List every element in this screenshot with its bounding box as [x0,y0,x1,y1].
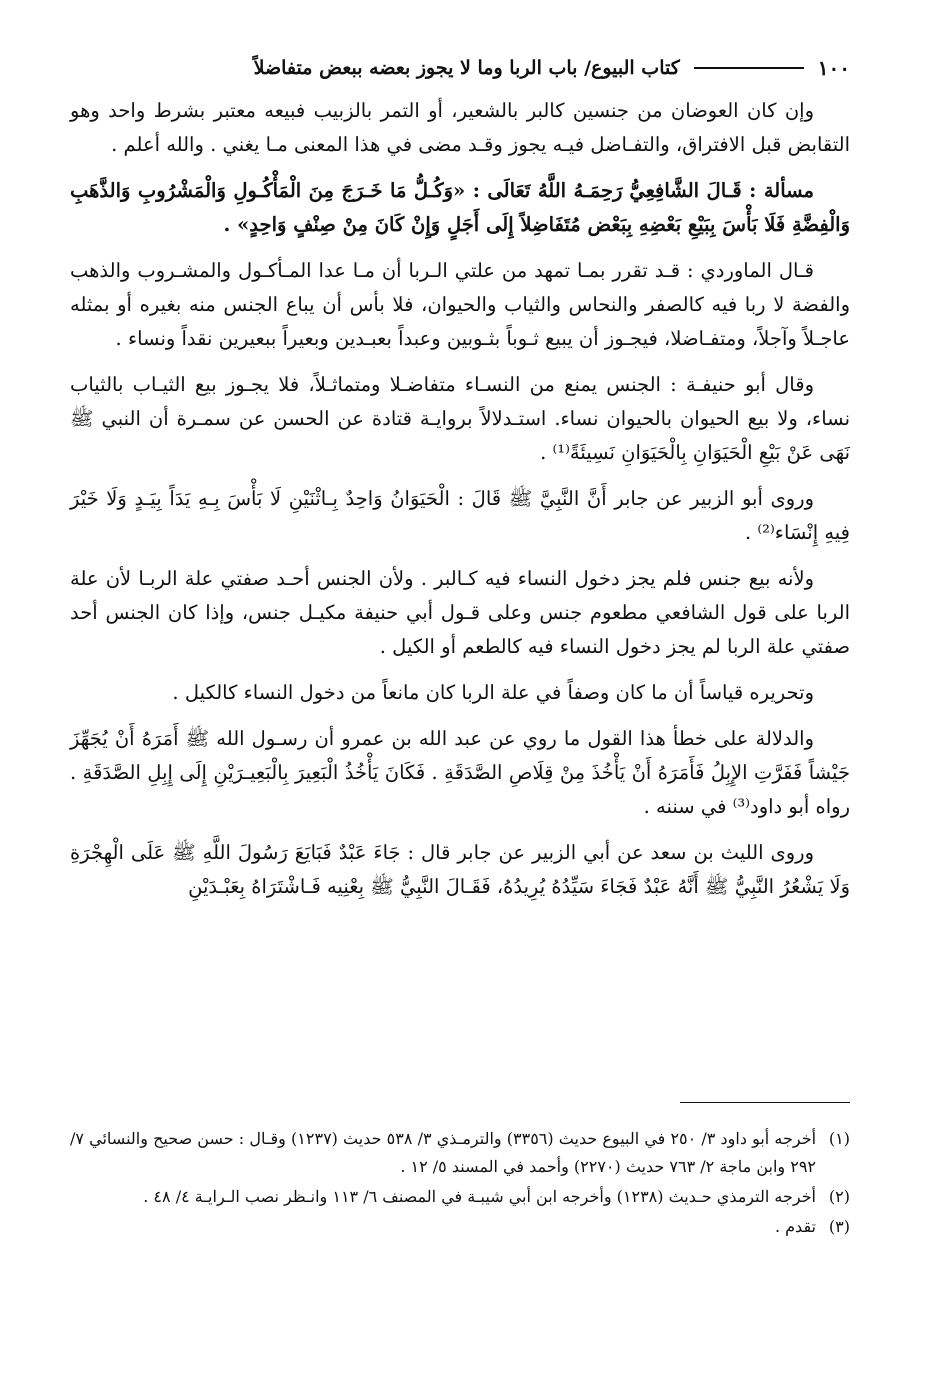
paragraph-text: وإن كان العوضان من جنسين كالبر بالشعير، أو التمر بالزبيب فبيعه معتبر بشرط واحد وهو التقابض قبل الافتراق، والتفـاضل فيـه يجوز وقـد مضى في هذا المعنى مـا يغني . والله أعلم . [70,99,850,156]
paragraph-text: وروى أبو الزبير عن جابر أَنَّ النَّبِيَّ ﷺ قَالَ : الْحَيَوَانُ وَاحِدٌ بِـاثْنَيْنِ لَا بَأْسَ بِـهِ يَدَاً بِيَـدٍ وَلَا خَيْرَ فِيهِ إِنْسَاء⁽²⁾ . [70,487,850,544]
footnote-text: أخرجه الترمذي حـديث (١٢٣٨) وأخرجه ابن أبي شيبـة في المصنف ٦/ ١١٣ وانـظر نصب الـرايـة ٤/ ٤٨ . [143,1187,816,1206]
page [70,48,850,916]
running-head [70,48,850,88]
running-title: كتاب البيوع/ باب الربا وما لا يجوز بعضه ببعض متفاضلاً [253,57,680,79]
paragraph [70,482,850,550]
masala-text: رَحِمَـهُ اللَّهُ تَعَالَى : «وَكُـلُّ مَا خَـرَجَ مِنَ الْمَأْكُـولِ وَالْمَشْرُوبِ وَالذَّهَبِ وَالْفِضَّةِ فَلَا بَأْسَ بِبَيْعِ بَعْضِهِ بِبَعْض مُتَفَاضِلاً إِلَى أَجَلٍ وَإِنْ كَانَ مِنْ صِنْفٍ وَاحِدٍ» . [70,179,850,236]
paragraph-text: وروى الليث بن سعد عن أبي الزبير عن جابر قال : جَاءَ عَبْدٌ فَبَايَعَ رَسُولَ اللَّهِ ﷺ عَلَى الْهِجْرَةِ وَلَا يَشْعُرُ النَّبِيُّ ﷺ أَنَّهُ عَبْدٌ فَجَاءَ سَيِّدُهُ يُرِيدُهُ، فَقَـالَ النَّبِيُّ ﷺ بِعْنِيه فَـاشْتَرَاهُ بِعَبْـدَيْنِ [70,841,850,898]
footnote [70,1125,850,1181]
paragraph [70,676,850,710]
paragraph-text: والدلالة على خطأ هذا القول ما روي عن عبد الله بن عمرو أن رسـول الله ﷺ أَمَرَهُ أَنْ يُجَهِّزَ جَيْشاً فَفَرَّتِ الإِبِلُ فَأَمَرَهُ أَنْ يَأْخُذَ مِنْ قِلَاصِ الصَّدَقَةِ . فَكَانَ يَأْخُذُ الْبَعِيرَ بِالْبَعِيـرَيْنِ إِلَى إِبِلِ الصَّدَقَةِ . رواه أبو داود⁽³⁾ في سننه . [70,727,850,818]
footnote-text: أخرجه أبو داود ٣/ ٢٥٠ في البيوع حديث (٣٣٥٦) والترمـذي ٣/ ٥٣٨ حديث (١٢٣٧) وقـال : حسن صحيح والنسائي ٧/ ٢٩٢ وابن ماجة ٢/ ٧٦٣ حديث (٢٢٧٠) وأحمد في المسند ٥/ ١٢ . [70,1129,817,1176]
footnotes [70,1102,850,1243]
paragraph-text: ولأنه بيع جنس فلم يجز دخول النساء فيه كـالبر . ولأن الجنس أحـد صفتي علة الربـا لأن علة الربا على قول الشافعي مطعوم جنس وعلى قـول أبي حنيفة مكيـل جنس، وإذا كان الجنس أحد صفتي علة الربا لم يجز دخول النساء فيه كالطعم أو الكيل . [70,567,850,658]
body-text [70,94,850,904]
paragraph [70,836,850,904]
footnote-number: (٢) [828,1187,850,1206]
paragraph-text: قـال الماوردي : قـد تقرر بمـا تمهد من علتي الـربا أن مـا عدا المـأكـول والمشـروب والذهب والفضة لا ربا فيه كالصفر والنحاس والثياب والحيوان، فلا بأس أن يباع الجنس منه بغيره أو بمثله عاجـلاً وآجلاً، ومتفـاضلا، فيجـوز أن يبيع ثـوباً بثـوبين وعبداً بعبـدين وبعيراً ببعيرين نقداً ونساء . [70,259,850,350]
page-number: ١٠٠ [817,56,850,80]
paragraph [70,254,850,356]
paragraph [70,368,850,470]
footnote-text: تقدم . [774,1217,816,1236]
footnote [70,1213,850,1241]
footnote [70,1183,850,1211]
footnote-rule [680,1102,850,1103]
paragraph-text: وتحريره قياساً أن ما كان وصفاً في علة الربا كان مانعاً من دخول النساء كالكيل . [172,681,814,704]
footnote-number: (٣) [828,1217,850,1236]
paragraph [70,562,850,664]
footnote-number: (١) [828,1129,850,1148]
paragraph-text: وقال أبو حنيفـة : الجنس يمنع من النسـاء متفاضـلا ومتماثـلاً، فلا يجـوز بيع الثيـاب بالثياب نساء، ولا بيع الحيوان بالحيوان نساء. استـدلالاً بروايـة قتادة عن الحسن عن سمـرة أن النبي ﷺ نَهَى عَنْ بَيْعِ الْحَيَوَانِ بِالْحَيَوَانِ نَسِيئَةً⁽¹⁾ . [70,373,850,464]
header-rule [694,67,804,69]
masala-lead: مسألة : قَـالَ الشَّافِعِيُّ [629,179,814,202]
paragraph [70,722,850,824]
masala-paragraph [70,174,850,242]
paragraph [70,94,850,162]
